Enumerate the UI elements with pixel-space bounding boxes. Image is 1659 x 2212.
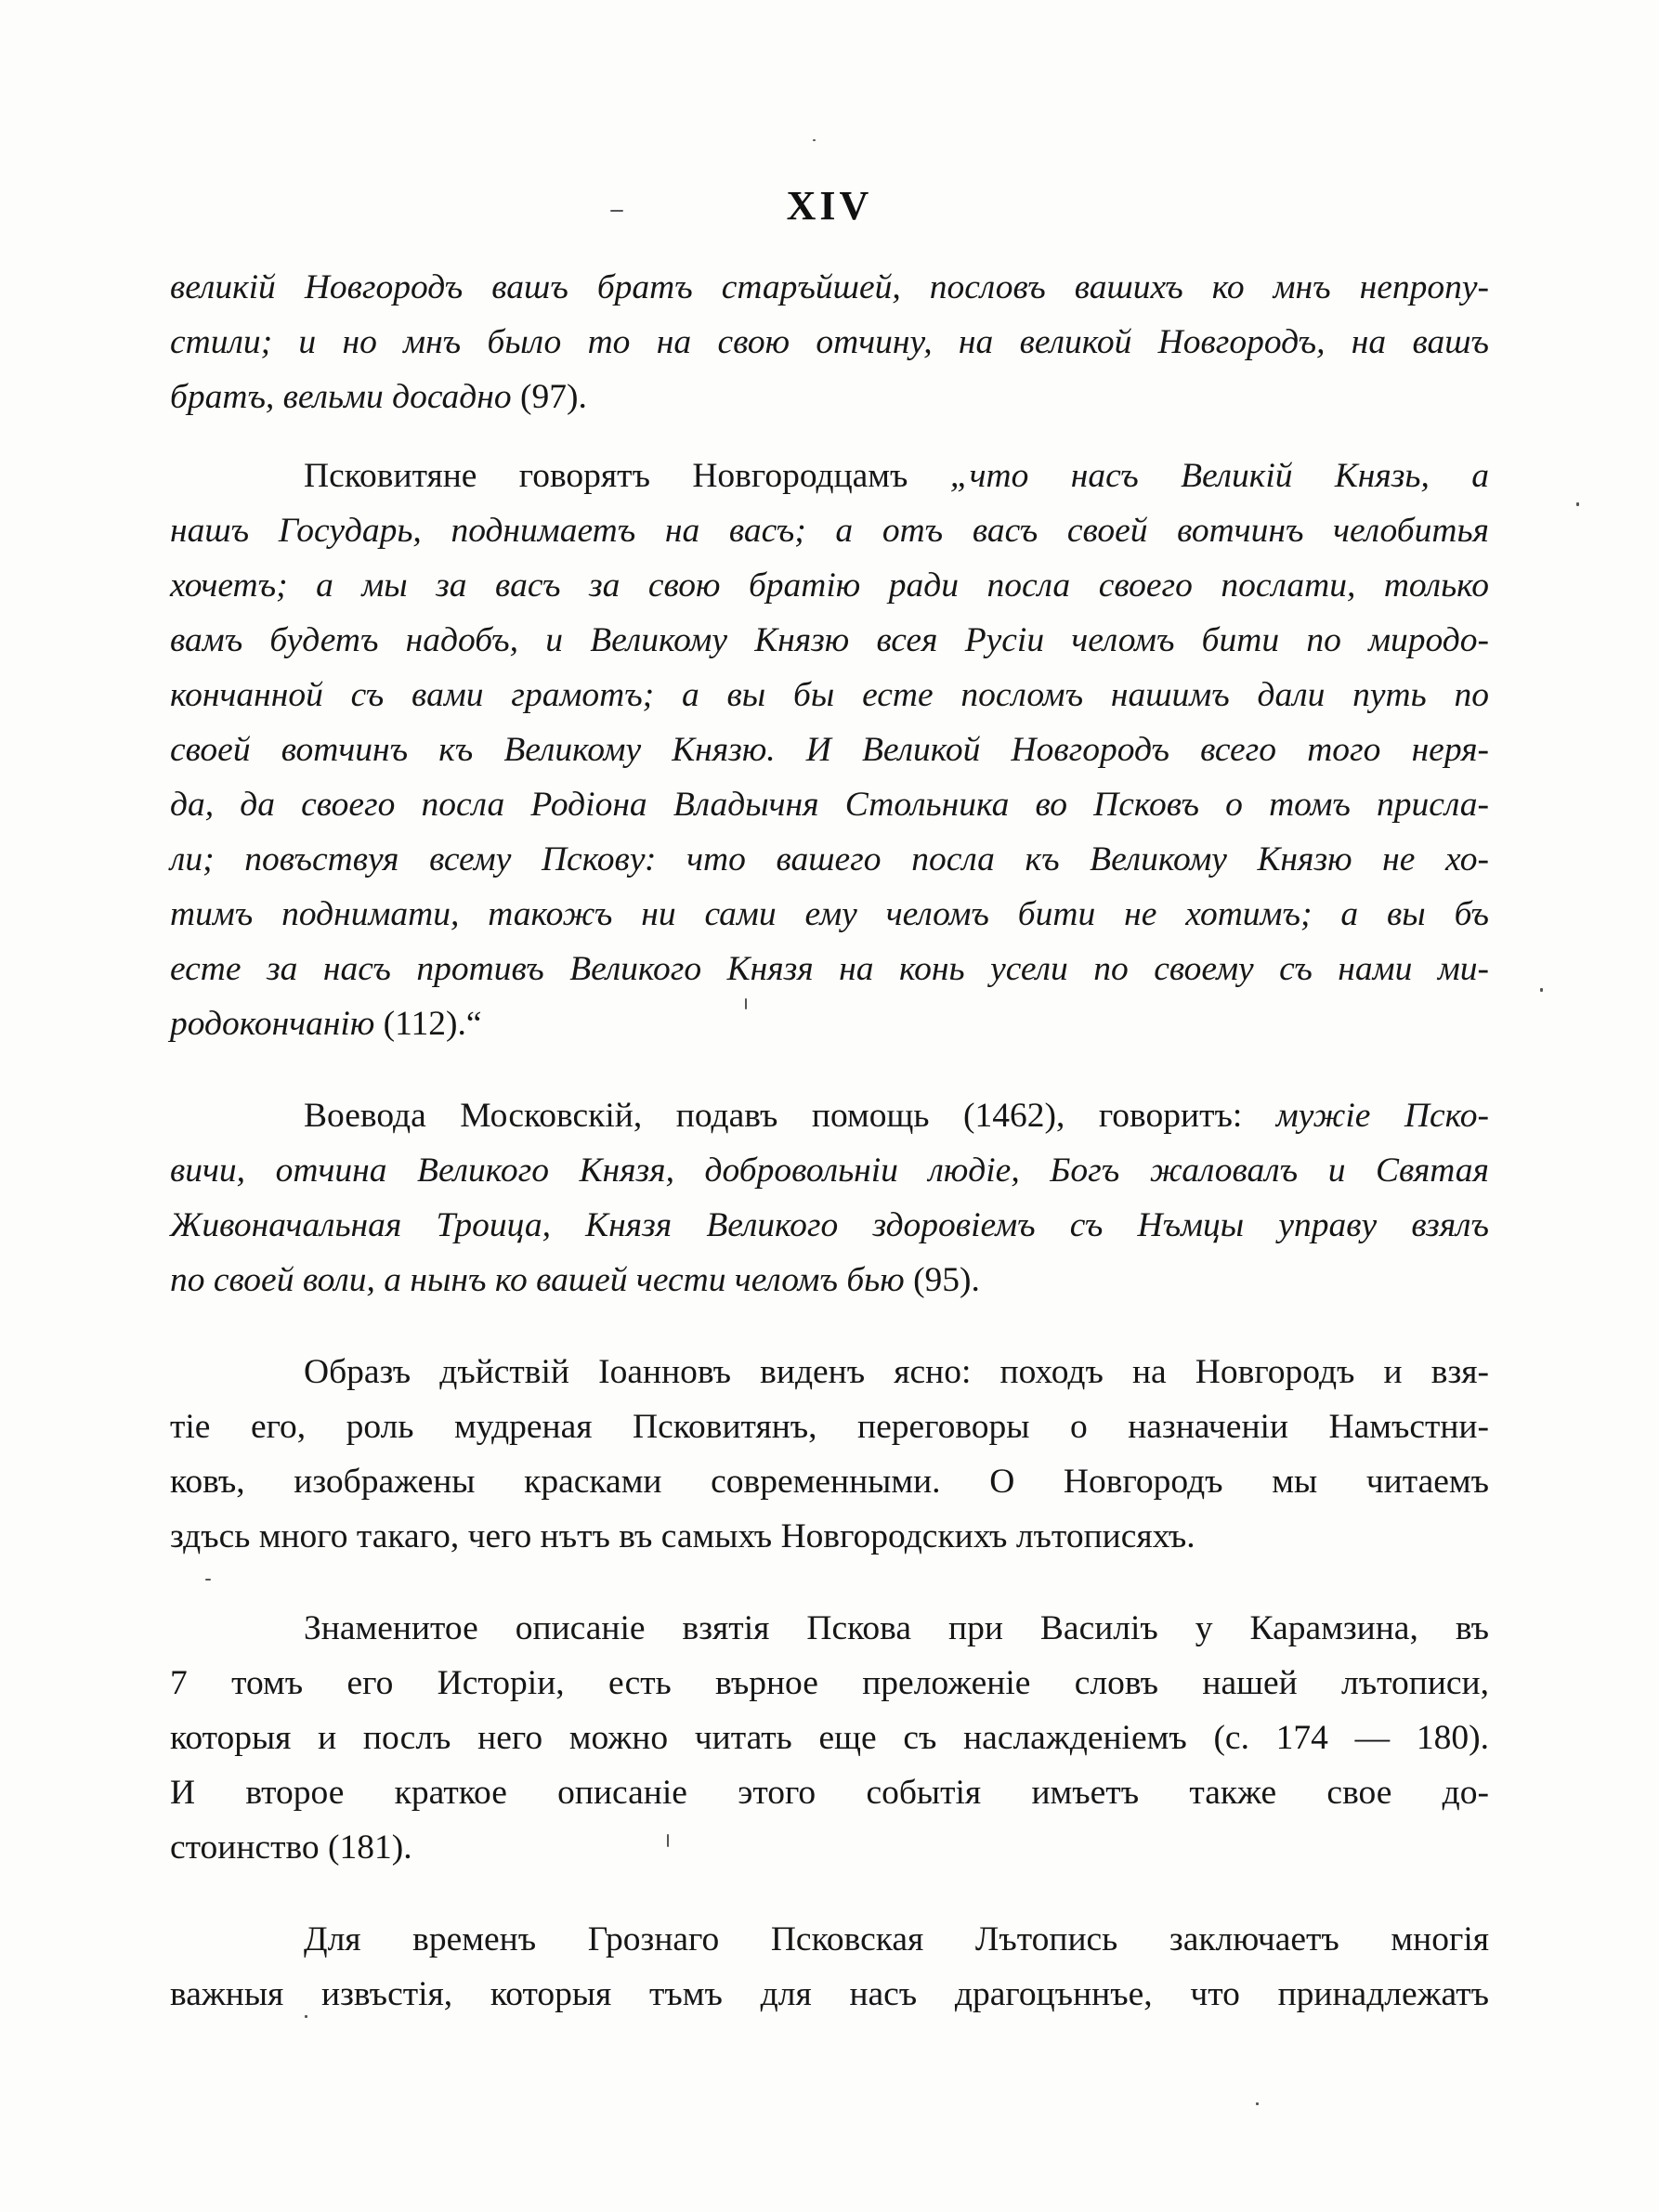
text-line bbox=[170, 777, 1489, 832]
quoted-text: есте за насъ противъ Великого Князя на конь усели по своему съ нами ми- bbox=[170, 950, 1489, 988]
quoted-text: кончанной съ вами грамотъ; а вы бы есте посломъ нашимъ дали путь по bbox=[170, 676, 1489, 714]
text-line bbox=[170, 1967, 1489, 2022]
quoted-text: вамъ будетъ надобъ, и Великому Князю всея Русіи челомъ бити по миродо- bbox=[170, 621, 1489, 659]
paragraph-p5 bbox=[170, 1601, 1489, 1875]
quoted-text: „что насъ Великій Князь, а bbox=[949, 457, 1489, 495]
body-text-span: здъсь много такаго, чего нътъ въ самыхъ Новгородскихъ лътописяхъ. bbox=[170, 1517, 1195, 1555]
scan-speck bbox=[305, 2015, 307, 2018]
paragraph-p3 bbox=[170, 1088, 1489, 1308]
text-line bbox=[170, 996, 1489, 1051]
paragraph-p4 bbox=[170, 1345, 1489, 1564]
quoted-text: братъ, вельми досадно bbox=[170, 378, 520, 416]
text-line bbox=[170, 722, 1489, 777]
body-text-span: 7 томъ его Исторіи, есть върное преложеніе словъ нашей лътописи, bbox=[170, 1664, 1489, 1702]
text-line bbox=[170, 1601, 1489, 1656]
text-line bbox=[170, 449, 1489, 503]
quoted-text: родокончанію bbox=[170, 1005, 384, 1043]
body-text-span: тіе его, роль мудреная Псковитянъ, переговоры о назначеніи Намъстни- bbox=[170, 1408, 1489, 1446]
quoted-text: да, да своего посла Родіона Владычня Стольника во Псковъ о томъ присла- bbox=[170, 786, 1489, 824]
paragraph-p2 bbox=[170, 449, 1489, 1051]
text-line bbox=[170, 1765, 1489, 1820]
text-line bbox=[170, 1399, 1489, 1454]
text-line bbox=[170, 613, 1489, 668]
body-text-span: Псковитяне говорятъ Новгородцамъ bbox=[304, 457, 950, 495]
scan-speck bbox=[813, 139, 816, 141]
quoted-text: тимъ поднимати, такожъ ни сами ему челомъ бити не хотимъ; а вы бъ bbox=[170, 895, 1489, 933]
text-line bbox=[170, 1345, 1489, 1399]
text-line bbox=[170, 832, 1489, 887]
text-line bbox=[170, 1912, 1489, 1967]
paragraph-p1 bbox=[170, 260, 1489, 424]
text-line bbox=[170, 558, 1489, 613]
text-line bbox=[170, 370, 1489, 424]
scan-speck bbox=[205, 1579, 211, 1581]
quoted-text: по своей воли, а нынъ ко вашей чести челомъ бью bbox=[170, 1261, 914, 1299]
quoted-text: мужіе Пско- bbox=[1275, 1097, 1489, 1135]
body-text-span: важныя извъстія, которыя тъмъ для насъ драгоцъннъе, что принадлежатъ bbox=[170, 1975, 1489, 2013]
text-line bbox=[170, 887, 1489, 942]
quoted-text: Живоначальная Троица, Князя Великого здоровіемъ съ Нъмцы управу взялъ bbox=[170, 1206, 1489, 1244]
body-text-span: Знаменитое описаніе взятія Пскова при Василіъ у Карамзина, въ bbox=[304, 1609, 1489, 1647]
body-text-span: Воевода Московскій, подавъ помощь (1462), говоритъ: bbox=[304, 1097, 1276, 1135]
body-text-span: которыя и послъ него можно читать еще съ наслажденіемъ (с. 174 — 180). bbox=[170, 1719, 1489, 1757]
text-line bbox=[170, 315, 1489, 370]
quoted-text: вичи, отчина Великого Князя, добровольніи людіе, Богъ жаловалъ и Святая bbox=[170, 1152, 1489, 1190]
scan-speck bbox=[1256, 2102, 1259, 2105]
text-line bbox=[170, 668, 1489, 722]
quoted-text: хочетъ; а мы за васъ за свою братію ради посла своего послати, только bbox=[170, 566, 1489, 605]
body-text-span: Образъ дъйствій Іоанновъ виденъ ясно: походъ на Новгородъ и взя- bbox=[304, 1353, 1489, 1391]
scan-speck bbox=[667, 1834, 669, 1847]
text-line bbox=[170, 1711, 1489, 1765]
body-text-span: ковъ, изображены красками современными. О Новгородъ мы читаемъ bbox=[170, 1463, 1489, 1501]
quoted-text: нашъ Государь, поднимаетъ на васъ; а отъ васъ своей вотчинъ челобитья bbox=[170, 512, 1489, 550]
quoted-text: стили; и но мнъ было то на свою отчину, на великой Новгородъ, на вашъ bbox=[170, 323, 1489, 361]
quoted-text: великій Новгородъ вашъ братъ старъйшей, пословъ вашихъ ко мнъ непропу- bbox=[170, 268, 1489, 306]
body-text-span: (97). bbox=[519, 378, 587, 416]
paragraph-p6 bbox=[170, 1912, 1489, 2022]
text-line bbox=[170, 260, 1489, 315]
body-text-span: (95). bbox=[913, 1261, 980, 1299]
scan-speck bbox=[1576, 502, 1579, 506]
body-text-span: Для временъ Грознаго Псковская Лътопись заключаетъ многія bbox=[304, 1920, 1489, 1958]
body-text-span: (112).“ bbox=[383, 1005, 482, 1043]
body-text bbox=[170, 260, 1489, 2022]
scan-speck bbox=[1540, 988, 1543, 992]
body-text-span: стоинство (181). bbox=[170, 1828, 412, 1867]
page-number: XIV bbox=[786, 183, 873, 228]
text-line bbox=[170, 503, 1489, 558]
text-line bbox=[170, 1143, 1489, 1198]
text-line bbox=[170, 1509, 1489, 1564]
text-line bbox=[170, 1454, 1489, 1509]
text-line bbox=[170, 942, 1489, 996]
quoted-text: ли; повъствуя всему Пскову: что вашего посла къ Великому Князю не хо- bbox=[170, 840, 1489, 878]
scan-speck bbox=[610, 210, 623, 212]
text-line bbox=[170, 1820, 1489, 1875]
quoted-text: своей вотчинъ къ Великому Князю. И Великой Новгородъ всего того неря- bbox=[170, 731, 1489, 769]
text-line bbox=[170, 1656, 1489, 1711]
body-text-span: И второе краткое описаніе этого событія имъетъ также свое до- bbox=[170, 1774, 1489, 1812]
scan-speck bbox=[745, 998, 747, 1009]
text-line bbox=[170, 1088, 1489, 1143]
text-line bbox=[170, 1253, 1489, 1308]
text-line bbox=[170, 1198, 1489, 1253]
